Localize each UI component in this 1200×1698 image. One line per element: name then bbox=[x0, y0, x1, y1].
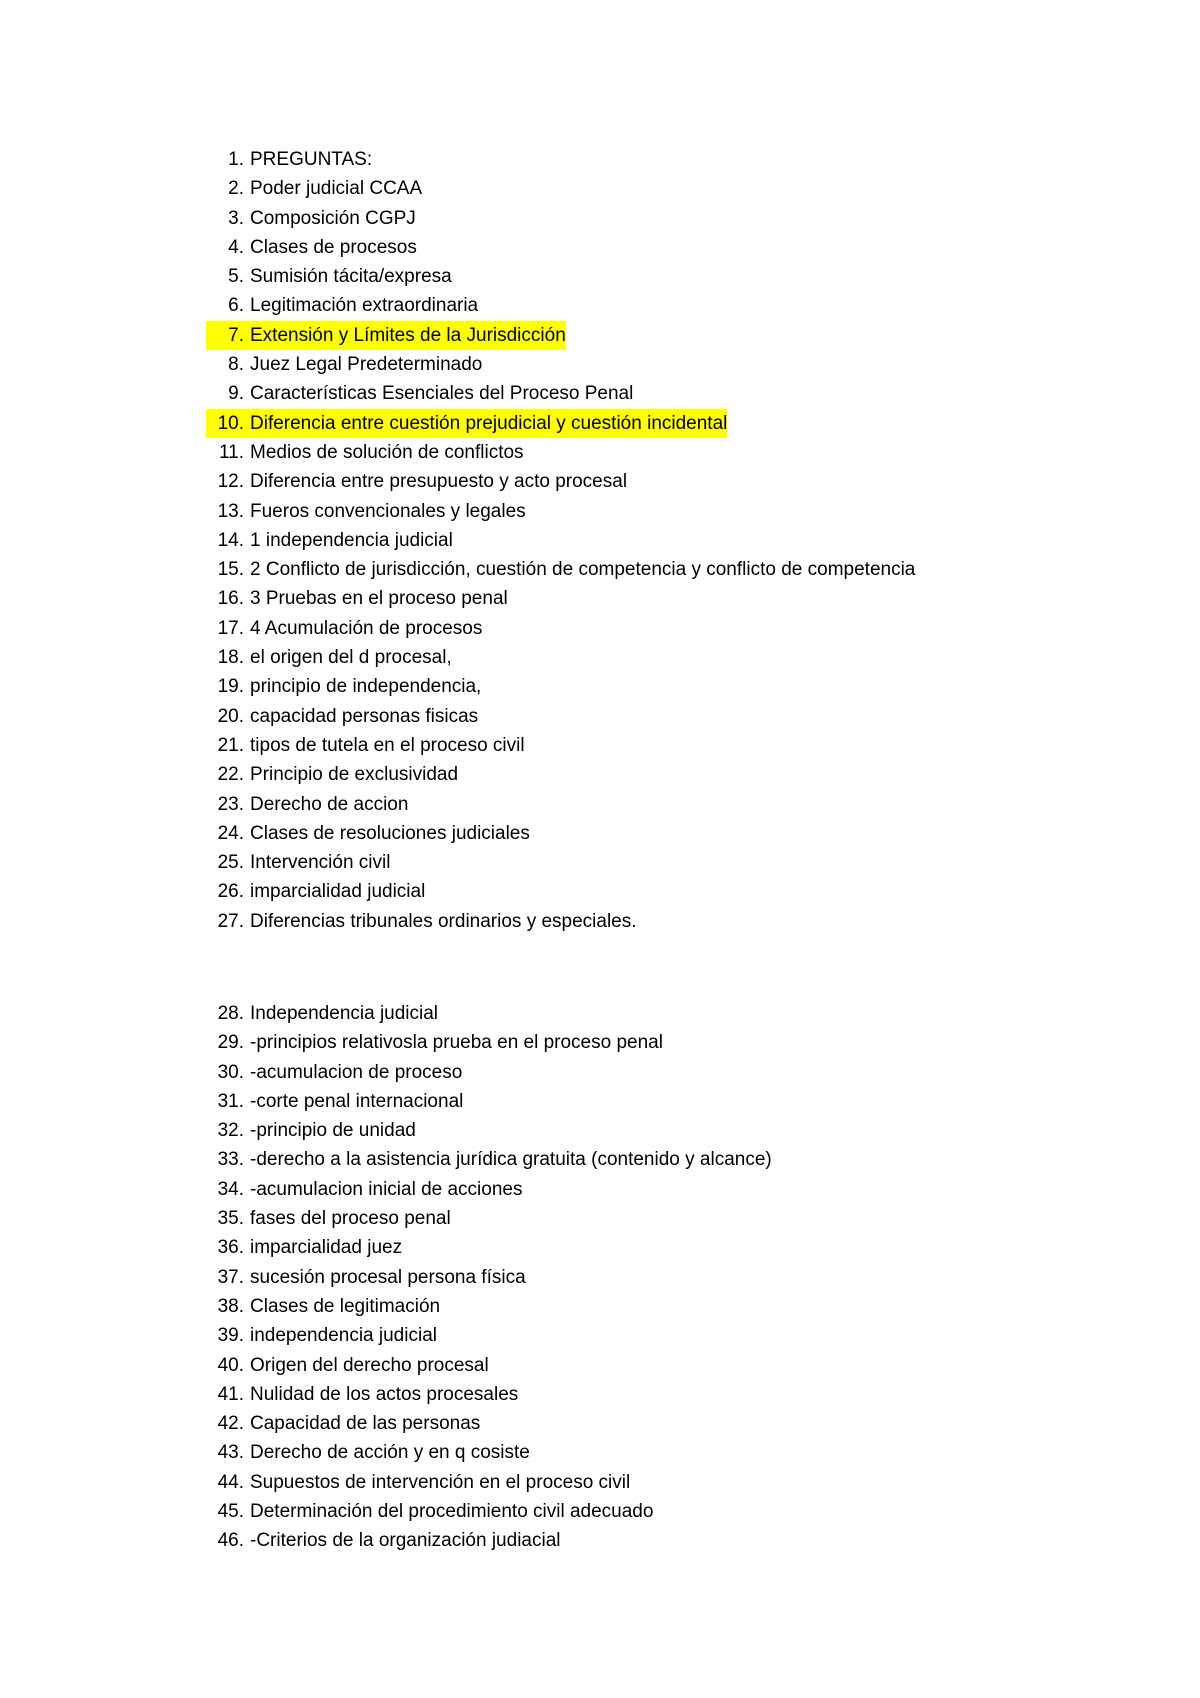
question-list-bottom bbox=[206, 999, 772, 1556]
list-item bbox=[206, 1409, 772, 1438]
list-item-number: 11. bbox=[218, 441, 244, 463]
list-item bbox=[206, 438, 915, 467]
list-item-text: Derecho de accion bbox=[250, 793, 409, 815]
list-item bbox=[206, 555, 915, 584]
list-item bbox=[206, 731, 915, 760]
list-item-text: Independencia judicial bbox=[250, 1003, 439, 1024]
list-item bbox=[206, 999, 772, 1028]
list-item-number: 24. bbox=[217, 822, 244, 844]
list-item-number: 38. bbox=[217, 1295, 244, 1317]
question-list-top bbox=[206, 145, 915, 936]
list-item-text: principio de independencia, bbox=[250, 676, 482, 698]
list-item-text: sucesión procesal persona física bbox=[250, 1266, 526, 1288]
list-item-number: 28. bbox=[217, 1003, 244, 1024]
list-item bbox=[206, 1233, 772, 1262]
list-item-number: 5. bbox=[228, 266, 244, 288]
list-item-number: 31. bbox=[217, 1090, 244, 1112]
list-item-text: Diferencia entre presupuesto y acto procesal bbox=[250, 471, 628, 493]
list-item-text: Composición CGPJ bbox=[250, 207, 416, 229]
list-item-number: 46. bbox=[217, 1530, 244, 1552]
list-item-number: 18. bbox=[217, 647, 244, 669]
list-item-text: Intervención civil bbox=[250, 852, 391, 874]
list-item bbox=[206, 790, 915, 819]
list-item bbox=[206, 1145, 772, 1174]
list-item-number: 29. bbox=[217, 1032, 244, 1054]
list-item bbox=[206, 1263, 772, 1292]
list-item-number: 43. bbox=[217, 1442, 244, 1464]
list-item-number: 22. bbox=[217, 764, 244, 786]
list-item bbox=[206, 1497, 772, 1526]
list-item bbox=[206, 672, 915, 701]
list-item-number: 41. bbox=[217, 1383, 244, 1405]
list-item bbox=[206, 497, 915, 526]
list-item-text: Capacidad de las personas bbox=[250, 1413, 481, 1435]
list-item-text: el origen del d procesal, bbox=[250, 647, 452, 669]
list-item-number: 35. bbox=[217, 1208, 244, 1230]
list-item-text: -acumulacion de proceso bbox=[250, 1061, 463, 1083]
list-item-number: 39. bbox=[217, 1325, 244, 1347]
list-item-text: Clases de resoluciones judiciales bbox=[250, 822, 530, 844]
list-item-number: 33. bbox=[217, 1149, 244, 1171]
list-item-text: -principio de unidad bbox=[250, 1120, 416, 1142]
list-item-number: 44. bbox=[217, 1471, 244, 1493]
list-item-number: 2. bbox=[228, 178, 244, 200]
list-item-number: 30. bbox=[217, 1061, 244, 1083]
list-item-number: 36. bbox=[217, 1237, 244, 1259]
list-item bbox=[206, 174, 915, 203]
list-item-text: -Criterios de la organización judiacial bbox=[250, 1530, 561, 1552]
list-item-text: -principios relativosla prueba en el proceso penal bbox=[250, 1032, 663, 1054]
list-item-number: 21. bbox=[217, 734, 244, 756]
list-item-text: Diferencia entre cuestión prejudicial y cuestión incidental bbox=[246, 409, 727, 438]
list-item-number: 25. bbox=[217, 852, 244, 874]
list-item-number: 40. bbox=[217, 1354, 244, 1376]
list-item bbox=[206, 1321, 772, 1350]
list-item bbox=[206, 614, 915, 643]
list-item-number: 37. bbox=[217, 1266, 244, 1288]
list-item-number: 23. bbox=[217, 793, 244, 815]
list-item-number: 42. bbox=[217, 1413, 244, 1435]
list-item bbox=[206, 526, 915, 555]
list-item-text: capacidad personas fisicas bbox=[250, 705, 479, 727]
list-item-number: 15. bbox=[217, 559, 244, 581]
list-item bbox=[206, 350, 915, 379]
list-item-highlighted bbox=[206, 321, 915, 350]
list-item-text: Derecho de acción y en q cosiste bbox=[250, 1442, 530, 1464]
list-item bbox=[206, 584, 915, 613]
list-item bbox=[206, 1292, 772, 1321]
list-item bbox=[206, 907, 915, 936]
list-item bbox=[206, 819, 915, 848]
list-item-number: 34. bbox=[217, 1178, 244, 1200]
list-item bbox=[206, 1526, 772, 1555]
list-item-number: 3. bbox=[228, 207, 244, 229]
list-item-text: -corte penal internacional bbox=[250, 1090, 464, 1112]
list-item-text: Sumisión tácita/expresa bbox=[250, 266, 452, 288]
list-item-number: 19. bbox=[217, 676, 244, 698]
list-item-text: -derecho a la asistencia jurídica gratuita (contenido y alcance) bbox=[250, 1149, 772, 1171]
list-item bbox=[206, 760, 915, 789]
list-item-text: PREGUNTAS: bbox=[250, 149, 373, 170]
list-item bbox=[206, 643, 915, 672]
list-item-text: Extensión y Límites de la Jurisdicción bbox=[246, 321, 566, 350]
list-item-text: tipos de tutela en el proceso civil bbox=[250, 734, 525, 756]
list-item bbox=[206, 1438, 772, 1467]
list-item-number: 32. bbox=[217, 1120, 244, 1142]
list-item bbox=[206, 204, 915, 233]
list-item-text: Fueros convencionales y legales bbox=[250, 500, 526, 522]
list-item-text: Nulidad de los actos procesales bbox=[250, 1383, 519, 1405]
list-item-text: 3 Pruebas en el proceso penal bbox=[250, 588, 508, 610]
list-item-text: Juez Legal Predeterminado bbox=[250, 354, 483, 376]
list-item-text: Determinación del procedimiento civil adecuado bbox=[250, 1501, 654, 1523]
list-item-text: imparcialidad juez bbox=[250, 1237, 403, 1259]
list-item-number: 7. bbox=[206, 321, 246, 350]
list-item-text: 1 independencia judicial bbox=[250, 529, 453, 551]
list-item-text: Poder judicial CCAA bbox=[250, 178, 423, 200]
list-item-number: 17. bbox=[217, 617, 244, 639]
list-item-number: 14. bbox=[217, 529, 244, 551]
list-item-number: 27. bbox=[217, 910, 244, 932]
list-item bbox=[206, 1116, 772, 1145]
list-item bbox=[206, 262, 915, 291]
list-item bbox=[206, 1351, 772, 1380]
list-item-text: Legitimación extraordinaria bbox=[250, 295, 479, 317]
list-item bbox=[206, 1028, 772, 1057]
list-item-text: independencia judicial bbox=[250, 1325, 437, 1347]
list-item bbox=[206, 1087, 772, 1116]
list-item-number: 6. bbox=[228, 295, 244, 317]
list-item-number: 8. bbox=[228, 354, 244, 376]
list-item-number: 16. bbox=[217, 588, 244, 610]
list-item bbox=[206, 291, 915, 320]
list-item bbox=[206, 1175, 772, 1204]
list-item-text: -acumulacion inicial de acciones bbox=[250, 1178, 523, 1200]
list-item-number: 20. bbox=[217, 705, 244, 727]
list-item bbox=[206, 877, 915, 906]
list-item-text: Medios de solución de conflictos bbox=[250, 441, 524, 463]
list-item bbox=[206, 1380, 772, 1409]
list-item-text: Supuestos de intervención en el proceso civil bbox=[250, 1471, 631, 1493]
list-item-text: Principio de exclusividad bbox=[250, 764, 459, 786]
list-item bbox=[206, 145, 915, 174]
list-item bbox=[206, 1468, 772, 1497]
list-item-text: Clases de legitimación bbox=[250, 1295, 441, 1317]
list-item-text: 2 Conflicto de jurisdicción, cuestión de competencia y conflicto de competencia bbox=[250, 559, 916, 581]
list-item-number: 4. bbox=[228, 236, 244, 258]
list-item-number: 9. bbox=[228, 383, 244, 405]
list-item-number: 26. bbox=[217, 881, 244, 903]
list-item-number: 10. bbox=[206, 409, 246, 438]
list-item bbox=[206, 379, 915, 408]
list-item-text: Origen del derecho procesal bbox=[250, 1354, 489, 1376]
list-item-number: 45. bbox=[217, 1501, 244, 1523]
list-item-text: imparcialidad judicial bbox=[250, 881, 426, 903]
list-item bbox=[206, 233, 915, 262]
list-item bbox=[206, 1058, 772, 1087]
list-item-text: Características Esenciales del Proceso Penal bbox=[250, 383, 634, 405]
list-item-highlighted bbox=[206, 409, 915, 438]
list-item-text: Diferencias tribunales ordinarios y especiales. bbox=[250, 910, 637, 932]
list-item-text: 4 Acumulación de procesos bbox=[250, 617, 483, 639]
list-item-number: 12. bbox=[217, 471, 244, 493]
list-item-text: fases del proceso penal bbox=[250, 1208, 451, 1230]
list-item bbox=[206, 702, 915, 731]
list-item bbox=[206, 848, 915, 877]
list-item-text: Clases de procesos bbox=[250, 236, 417, 258]
list-item-number: 1. bbox=[228, 149, 244, 170]
list-item-number: 13. bbox=[217, 500, 244, 522]
list-item bbox=[206, 1204, 772, 1233]
list-item bbox=[206, 467, 915, 496]
